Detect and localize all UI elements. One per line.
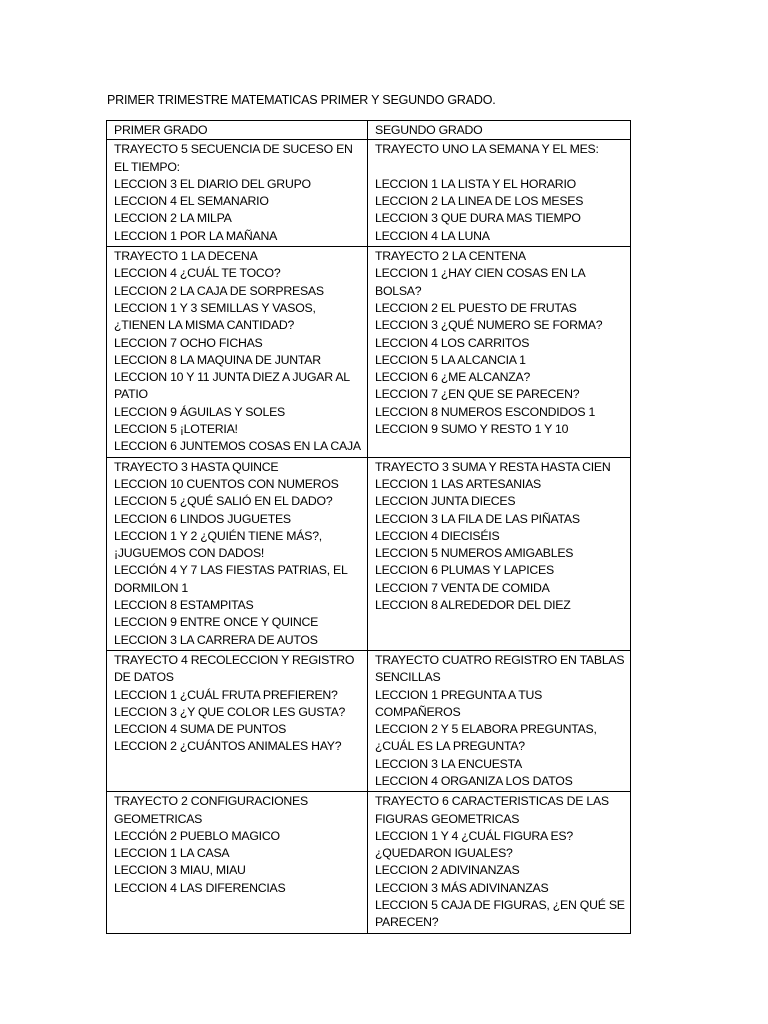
trayecto-heading: TRAYECTO CUATRO REGISTRO EN TABLAS SENCILLAS [375,652,625,685]
leccion-item: LECCION 8 LA MAQUINA DE JUNTAR [114,352,321,367]
table-row [107,457,631,650]
trayecto-heading: TRAYECTO 3 HASTA QUINCE [114,459,279,474]
leccion-item: LECCION 1 LAS ARTESANIAS [375,476,541,491]
leccion-item: LECCION 6 ¿ME ALCANZA? [375,370,531,385]
leccion-item: LECCION 2 LA MILPA [114,211,232,226]
leccion-item: LECCION 5 ¡LOTERIA! [114,422,238,437]
table-row [107,650,631,791]
leccion-item: LECCION 3 QUE DURA MAS TIEMPO [375,211,581,226]
leccion-item: LECCION 3 MÁS ADIVINANZAS [375,880,549,895]
leccion-item: LECCION 10 CUENTOS CON NUMEROS [114,476,339,491]
leccion-item: LECCION 3 ¿QUÉ NUMERO SE FORMA? [375,318,603,333]
leccion-item: LECCION 3 LA CARRERA DE AUTOS [114,632,318,647]
schedule-body [107,140,631,933]
leccion-item: LECCION 3 LA FILA DE LAS PIÑATAS [375,511,580,526]
leccion-item: LECCION 2 ¿CUÁNTOS ANIMALES HAY? [114,739,342,754]
leccion-item: LECCION 3 ¿Y QUE COLOR LES GUSTA? [114,704,346,719]
leccion-item: LECCION 2 LA CAJA DE SORPRESAS [114,283,324,298]
leccion-item: LECCIÓN 2 PUEBLO MAGICO [114,828,280,843]
leccion-item: LECCION 4 ¿CUÁL TE TOCO? [114,266,281,281]
cell-segundo-grado [368,792,631,933]
leccion-item: LECCION 4 LOS CARRITOS [375,335,530,350]
leccion-item: LECCION 2 Y 5 ELABORA PREGUNTAS, ¿CUÁL ES LA PREGUNTA? [375,722,597,754]
leccion-item: LECCION 4 SUMA DE PUNTOS [114,722,287,737]
trayecto-heading: TRAYECTO 1 LA DECENA [114,249,258,264]
leccion-item: LECCION 6 JUNTEMOS COSAS EN LA CAJA [114,439,361,454]
leccion-item: LECCION 3 EL DIARIO DEL GRUPO [114,176,311,191]
leccion-item: LECCION 8 ALREDEDOR DEL DIEZ [375,598,571,613]
leccion-item: LECCION 5 CAJA DE FIGURAS, ¿EN QUÉ SE PARECEN? [375,898,625,930]
cell-segundo-grado [368,247,631,458]
leccion-item: LECCION 1 LA CASA [114,846,230,861]
trayecto-heading: TRAYECTO UNO LA SEMANA Y EL MES: [375,142,599,157]
trayecto-heading: TRAYECTO 6 CARACTERISTICAS DE LAS FIGURAS GEOMETRICAS [375,794,609,826]
table-row [107,247,631,458]
leccion-item: LECCION 7 VENTA DE COMIDA [375,580,550,595]
leccion-item: LECCION 2 ADIVINANZAS [375,863,520,878]
leccion-item: LECCION 1 Y 4 ¿CUÁL FIGURA ES? ¿QUEDARON IGUALES? [375,828,573,861]
trayecto-heading: TRAYECTO 4 RECOLECCION Y REGISTRO DE DATOS [114,652,355,685]
leccion-item: LECCION 5 NUMEROS AMIGABLES [375,546,574,561]
leccion-item: LECCION 5 LA ALCANCIA 1 [375,352,526,367]
leccion-item: LECCION 1 ¿CUÁL FRUTA PREFIEREN? [114,687,338,702]
leccion-item: LECCION 4 DIECISÉIS [375,528,500,543]
leccion-item: LECCION 8 NUMEROS ESCONDIDOS 1 [375,404,596,419]
leccion-item: LECCION 9 ÁGUILAS Y SOLES [114,404,285,419]
table-header-row [107,121,631,140]
trayecto-heading: TRAYECTO 3 SUMA Y RESTA HASTA CIEN [375,459,611,474]
cell-segundo-grado [368,650,631,791]
leccion-item: LECCION 7 OCHO FICHAS [114,335,263,350]
leccion-item: LECCION 3 LA ENCUESTA [375,756,522,771]
schedule-table [106,120,631,934]
leccion-item: LECCION 4 EL SEMANARIO [114,194,269,209]
leccion-item: LECCION 3 MIAU, MIAU [114,863,246,878]
leccion-item: LECCION 1 PREGUNTA A TUS COMPAÑEROS [375,687,543,719]
trayecto-heading: TRAYECTO 5 SECUENCIA DE SUCESO EN EL TIEMPO: [114,142,353,174]
leccion-item: LECCION 2 EL PUESTO DE FRUTAS [375,300,577,315]
trayecto-heading: TRAYECTO 2 CONFIGURACIONES GEOMETRICAS [114,794,308,826]
cell-primer-grado [107,247,368,458]
leccion-item [375,159,626,176]
leccion-item: LECCION 1 Y 2 ¿QUIÉN TIENE MÁS?, ¡JUGUEMOS CON DADOS! [114,528,322,561]
column-header-segundo-grado: SEGUNDO GRADO [368,121,631,140]
table-row [107,792,631,933]
leccion-item: LECCION 2 LA LINEA DE LOS MESES [375,194,584,209]
document-title: PRIMER TRIMESTRE MATEMATICAS PRIMER Y SEGUNDO GRADO. [107,93,496,107]
leccion-item: LECCION 1 LA LISTA Y EL HORARIO [375,176,576,191]
leccion-item: LECCION 9 SUMO Y RESTO 1 Y 10 [375,422,569,437]
leccion-item: LECCION 8 ESTAMPITAS [114,598,254,613]
leccion-item: LECCION 1 POR LA MAÑANA [114,228,278,243]
leccion-item: LECCION 10 Y 11 JUNTA DIEZ A JUGAR AL PATIO [114,370,350,402]
cell-segundo-grado [368,457,631,650]
leccion-item: LECCION 7 ¿EN QUE SE PARECEN? [375,387,580,402]
leccion-item: LECCION 9 ENTRE ONCE Y QUINCE [114,615,319,630]
table-row [107,140,631,247]
trayecto-heading: TRAYECTO 2 LA CENTENA [375,249,526,264]
cell-primer-grado [107,457,368,650]
leccion-item: LECCION 6 LINDOS JUGUETES [114,511,291,526]
cell-primer-grado [107,792,368,933]
leccion-item: LECCION 4 LAS DIFERENCIAS [114,880,286,895]
cell-segundo-grado [368,140,631,247]
leccion-item: LECCIÓN 4 Y 7 LAS FIESTAS PATRIAS, EL DORMILON 1 [114,563,348,595]
leccion-item: LECCION 1 ¿HAY CIEN COSAS EN LA BOLSA? [375,266,585,298]
leccion-item: LECCION 6 PLUMAS Y LAPICES [375,563,554,578]
cell-primer-grado [107,140,368,247]
column-header-primer-grado: PRIMER GRADO [107,121,368,140]
leccion-item: LECCION JUNTA DIECES [375,494,516,509]
leccion-item: LECCION 4 ORGANIZA LOS DATOS [375,773,573,788]
leccion-item: LECCION 5 ¿QUÉ SALIÓ EN EL DADO? [114,494,333,509]
leccion-item: LECCION 1 Y 3 SEMILLAS Y VASOS, ¿TIENEN LA MISMA CANTIDAD? [114,300,316,333]
cell-primer-grado [107,650,368,791]
leccion-item: LECCION 4 LA LUNA [375,228,490,243]
